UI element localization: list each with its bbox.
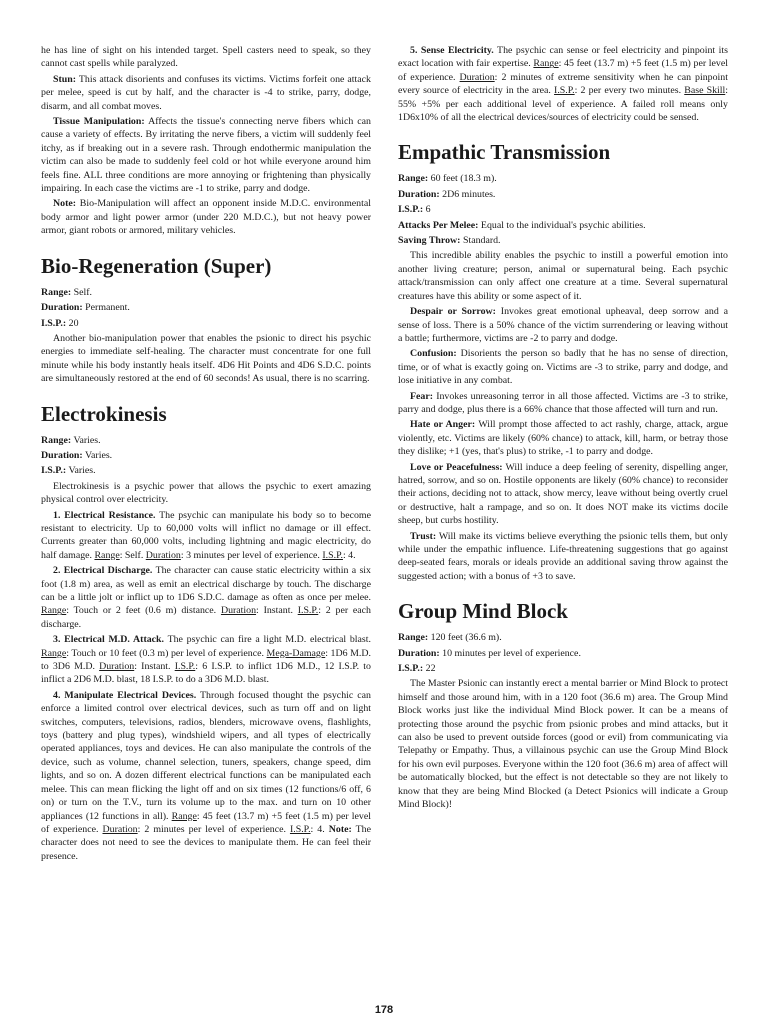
intro-paragraph: he has line of sight on his intended target. Spell casters need to speak, so they cannot cast spells while paralyzed. — [41, 45, 371, 70]
electro-range: Range: Varies. — [41, 434, 101, 446]
empathic-duration: Duration: 2D6 minutes. — [398, 188, 496, 200]
tissue-paragraph: Tissue Manipulation: Affects the tissue's connecting nerve fibers which can cause a variety of effects. By irritating the nerve fibers, a victim will suddenly feel itchy, as if breaking out in a severe rash. Through endothermic manipulation the victim can also be made to suddenly feel cold or hot while everyone around him feels fine. ALL three conditions are more annoying or frightening than physically impairing. In each case the victims are -1 to strike, parry and dodge. — [41, 116, 371, 195]
left-column — [41, 44, 371, 865]
electrical-resistance-paragraph: 1. Electrical Resistance. The psychic can manipulate his body so to become resistant to electricity. Up to 60,000 volts will inflict no damage or ill effect. Currents greater than 60,000 volts, including lightning and magic electricity, do half damage. Range: Self. Duration: 3 minutes per level of experience. I.S.P.: 4. — [41, 509, 371, 561]
bioregen-range: Range: Self. — [41, 286, 93, 298]
electro-duration: Duration: Varies. — [41, 449, 113, 461]
empathic-transmission-heading: Empathic Transmission — [398, 140, 611, 165]
page-number: 178 — [374, 1004, 394, 1016]
sense-electricity-paragraph: 5. Sense Electricity. The psychic can sense or feel electricity and pinpoint its exact location with fair expertise. Range: 45 feet (13.7 m) +5 feet (1.5 m) per level of experience. Duration: 2 minutes of extreme sensitivity when he can pinpoint every source of electricity in the area. I.S.P.: 2 per every two minutes. Base Skill: 55% +5% per each additional level of experience. A failed roll means only 1D6x10% of all the electrical devices/sources of electricity could be sensed. — [398, 45, 728, 124]
electro-description: Electrokinesis is a psychic power that allows the psychic to exert amazing physical control over electricity. — [41, 480, 371, 506]
group-range: Range: 120 feet (36.6 m). — [398, 632, 502, 644]
hate-paragraph: Hate or Anger: Will prompt those affected to act rashly, charge, attack, argue violently, etc. Victims are likely (60% chance) to attack, kill, harm, or betray those they dislike; +1 (yes, that's plus) to strike, -1 to parry and dodge. — [398, 419, 728, 458]
electrical-md-attack-paragraph: 3. Electrical M.D. Attack. The psychic can fire a light M.D. electrical blast. Range: Touch or 10 feet (0.3 m) per level of experience. Mega-Damage: 1D6 M.D. to 3D6 M.D. Duration: Instant. I.S.P.: 6 I.S.P. to inflict 1D6 M.D., 12 I.S.P. to inflict a 2D6 M.D. blast, 18 I.S.P. to do a 3D6 M.D. blast. — [41, 634, 371, 686]
electro-isp: I.S.P.: Varies. — [41, 465, 96, 477]
note-paragraph: Note: Bio-Manipulation will affect an opponent inside M.D.C. environmental body armor and light power armor (under 220 M.D.C.), but not heavy power armor, giant robots or armored, military vehicles. — [41, 198, 371, 237]
empathic-saving-throw: Saving Throw: Standard. — [398, 235, 501, 247]
empathic-range: Range: 60 feet (18.3 m). — [398, 173, 497, 185]
right-column — [398, 44, 728, 814]
group-isp: I.S.P.: 22 — [398, 663, 436, 675]
trust-paragraph: Trust: Will make its victims believe everything the psionic tells them, but only while under the empathic influence. Life-threatening suggestions that go against deep-seated fears, morals or ideals provide an additional saving throw against the suggested action; with a bonus of +3 to save. — [398, 530, 728, 582]
bioregen-isp: I.S.P.: 20 — [41, 317, 79, 329]
love-paragraph: Love or Peacefulness: Will induce a deep feeling of serenity, dispelling anger, hatred, sorrow, and so on. Hostile opponents are likely (60% chance) to reconsider their actions, deciding not to attack, show mercy, leave without being overtly cruel or destructive, halt a rampage, and so on. It does NOT make its victims docile sheep, but curbs hostility. — [398, 461, 728, 527]
manipulate-devices-paragraph: 4. Manipulate Electrical Devices. Through focused thought the psychic can enforce a limited control over electrical devices, such as turn off and on light switches, computers, televisions, radios, blenders, microwave ovens, flashlights, toys (battery and plug types), windshield wipers, and all types of electrically operated appliances, toys and devices. He can also manipulate the controls of the device, such as volume, channel selection, tuners, speakers, change speed, dim lights, and so on. A dozen different electrical functions can be manipulated each melee. This can mean flicking the light off and on six times (12 functions/6 off, 6 on) or turn on the T.V., turn its volume up to the max. and turn on 10 other appliances (12 functions in all). Range: 45 feet (13.7 m) +5 feet (1.5 m) per level of experience. Duration: 2 minutes per level of experience. I.S.P.: 4. Note: The character does not need to see the devices to manipulate them. He can feel their presence. — [41, 689, 371, 862]
electrokinesis-heading: Electrokinesis — [41, 401, 167, 426]
fear-paragraph: Fear: Invokes unreasoning terror in all those affected. Victims are -3 to strike, parry and dodge, plus there is a 66% chance that those affected will turn and run. — [398, 390, 728, 415]
bio-regeneration-heading: Bio-Regeneration (Super) — [41, 253, 272, 278]
empathic-attacks: Attacks Per Melee: Equal to the individual's psychic abilities. — [398, 219, 646, 231]
empathic-isp: I.S.P.: 6 — [398, 204, 431, 216]
electrical-discharge-paragraph: 2. Electrical Discharge. The character can cause static electricity within a six foot (1.8 m) area, as well as emit an electrical discharge by touch. The discharge can be a little jolt or inflict up to 1D6 S.D.C. damage as often as once per melee. Range: Touch or 2 feet (0.6 m) distance. Duration: Instant. I.S.P.: 2 per each discharge. — [41, 565, 371, 630]
group-description: The Master Psionic can instantly erect a mental barrier or Mind Block to protect himself and those around him, with in a 120 foot (36.6 m) area. The Group Mind Block works just like the individual Mind Block power. It can be a means of protecting those around the psychic from psionic probes and mind attacks, but it can also be used to prevent outside forces (good or evil) from communicating via Telepathy or Empathy. Thus, a villainous psychic can use the Group Mind Block for his own evil purposes. Everyone within the 120 foot (36.6 m) area of affect will be automatically blocked, but the effect is not detectable so they are not likely to know that they are being Mind Blocked (a Detect Psionics will indicate a Group Mind Block)! — [398, 678, 728, 811]
stun-paragraph: Stun: This attack disorients and confuses its victims. Victims forfeit one attack per melee, speed is cut by half, and the character is -4 to strike, parry, dodge, disarm, and all combat moves. — [41, 73, 371, 112]
confusion-paragraph: Confusion: Disorients the person so badly that he has no sense of direction, time, or of what is exactly going on. Victims are -3 to strike, parry and dodge, and lose initiative in any combat. — [398, 348, 728, 387]
bioregen-duration: Duration: Permanent. — [41, 302, 130, 314]
group-duration: Duration: 10 minutes per level of experience. — [398, 647, 581, 659]
despair-paragraph: Despair or Sorrow: Invokes great emotional upheaval, deep sorrow and a sense of loss. There is a 50% chance of the victim surrendering or leaving without a battle; furthermore, victims are -2 to parry and dodge. — [398, 306, 728, 344]
group-mind-block-heading: Group Mind Block — [398, 599, 568, 624]
bioregen-description: Another bio-manipulation power that enables the psionic to direct his psychic energies to immediate self-healing. The character must concentrate for one full minute while his body instantly heals itself. 4D6 Hit Points and 4D6 S.D.C. points are simultaneously restored at the end of 60 seconds! As usual, there is no scarring. — [41, 332, 371, 385]
empathic-description: This incredible ability enables the psychic to instill a powerful emotion into another living creature; person, animal or supernatural being. Each psychic attack/transmission can only affect one creature at a time. Several supernatural creatures have this ability or some aspect of it. — [398, 250, 728, 302]
